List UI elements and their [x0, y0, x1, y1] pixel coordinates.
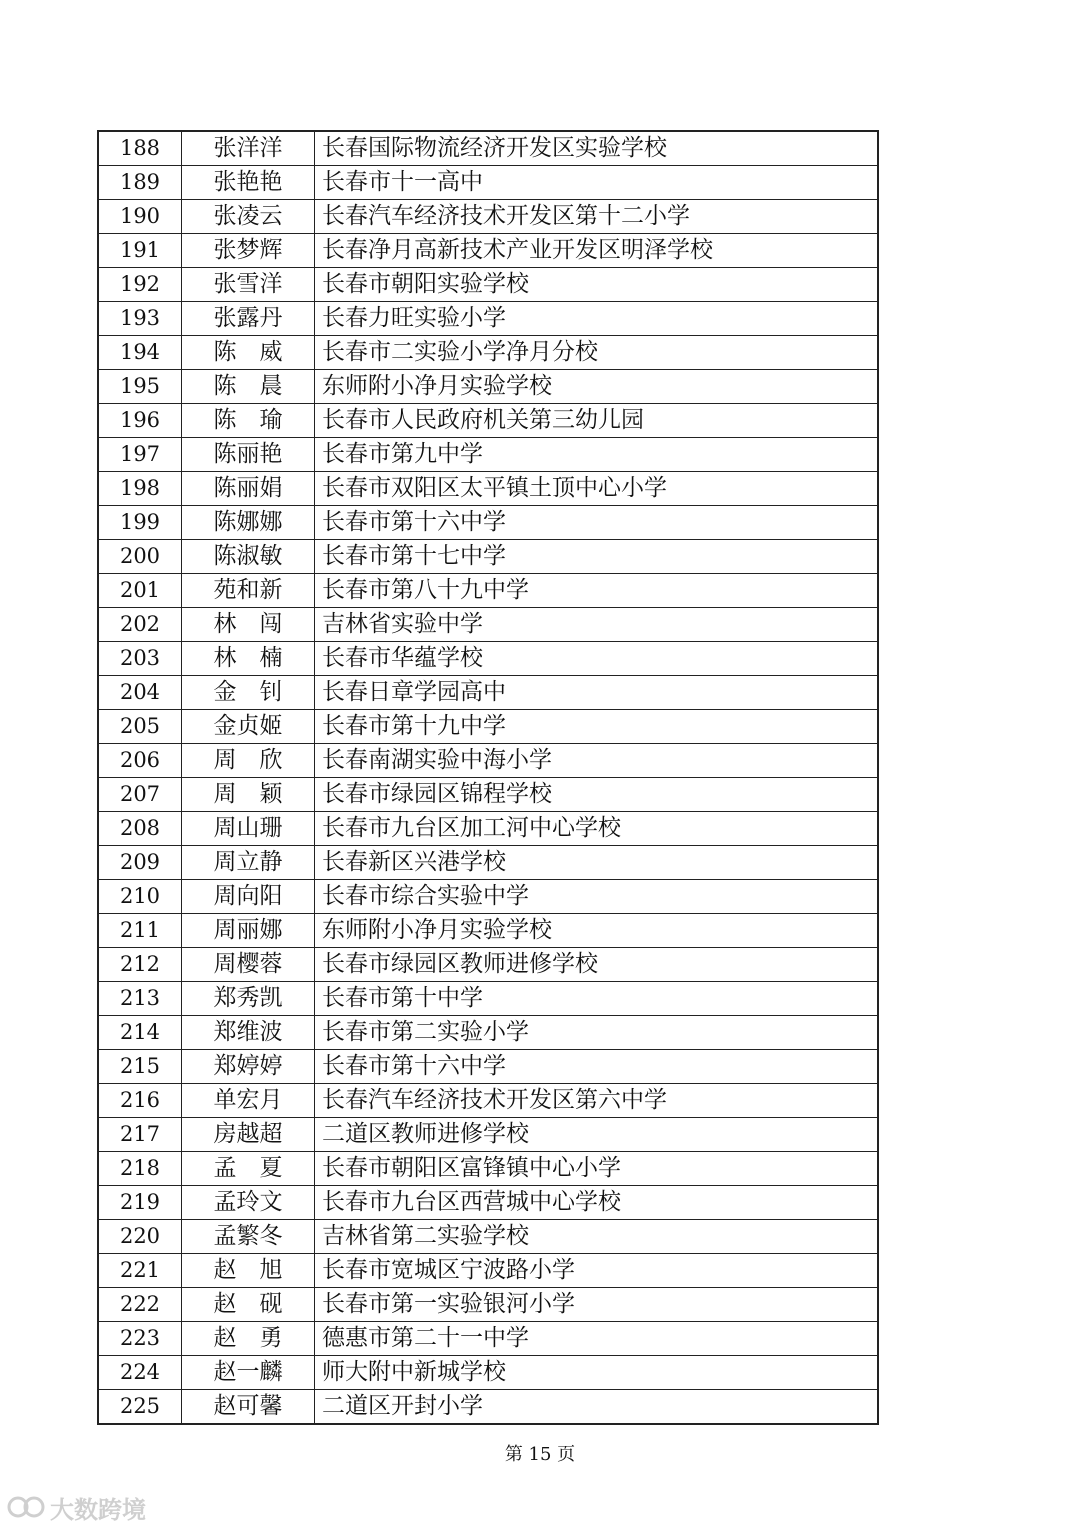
table-row	[98, 234, 878, 268]
teacher-name-cell: 周立静	[182, 846, 315, 880]
school-name-cell: 长春市第十九中学	[315, 710, 879, 744]
roster-body	[98, 131, 878, 1424]
row-number-cell: 192	[98, 268, 182, 302]
school-name-cell: 长春市九台区加工河中心学校	[315, 812, 879, 846]
school-name-cell: 二道区开封小学	[315, 1390, 879, 1425]
table-row	[98, 982, 878, 1016]
teacher-name-cell: 林 楠	[182, 642, 315, 676]
teacher-name-cell: 赵 砚	[182, 1288, 315, 1322]
table-row	[98, 166, 878, 200]
row-number-cell: 207	[98, 778, 182, 812]
row-number-cell: 209	[98, 846, 182, 880]
table-row	[98, 1322, 878, 1356]
table-row	[98, 1288, 878, 1322]
row-number-cell: 217	[98, 1118, 182, 1152]
table-row	[98, 302, 878, 336]
school-name-cell: 长春市第二实验小学	[315, 1016, 879, 1050]
row-number-cell: 194	[98, 336, 182, 370]
table-row	[98, 574, 878, 608]
teacher-name-cell: 房越超	[182, 1118, 315, 1152]
table-row	[98, 880, 878, 914]
school-name-cell: 长春国际物流经济开发区实验学校	[315, 131, 879, 166]
teacher-name-cell: 周向阳	[182, 880, 315, 914]
table-row	[98, 676, 878, 710]
table-row	[98, 336, 878, 370]
teacher-name-cell: 周 欣	[182, 744, 315, 778]
table-row	[98, 1254, 878, 1288]
row-number-cell: 189	[98, 166, 182, 200]
table-row	[98, 812, 878, 846]
school-name-cell: 长春市宽城区宁波路小学	[315, 1254, 879, 1288]
teacher-name-cell: 郑维波	[182, 1016, 315, 1050]
row-number-cell: 195	[98, 370, 182, 404]
roster-table	[97, 130, 879, 1425]
row-number-cell: 216	[98, 1084, 182, 1118]
table-row	[98, 1356, 878, 1390]
school-name-cell: 长春力旺实验小学	[315, 302, 879, 336]
table-row	[98, 1220, 878, 1254]
teacher-name-cell: 孟繁冬	[182, 1220, 315, 1254]
teacher-name-cell: 郑婷婷	[182, 1050, 315, 1084]
school-name-cell: 二道区教师进修学校	[315, 1118, 879, 1152]
row-number-cell: 188	[98, 131, 182, 166]
school-name-cell: 长春市第十中学	[315, 982, 879, 1016]
school-name-cell: 长春日章学园高中	[315, 676, 879, 710]
school-name-cell: 长春市朝阳实验学校	[315, 268, 879, 302]
teacher-name-cell: 陈淑敏	[182, 540, 315, 574]
table-row	[98, 914, 878, 948]
row-number-cell: 223	[98, 1322, 182, 1356]
table-row	[98, 1186, 878, 1220]
table-row	[98, 1050, 878, 1084]
teacher-name-cell: 赵可馨	[182, 1390, 315, 1425]
teacher-name-cell: 陈 瑜	[182, 404, 315, 438]
school-name-cell: 长春市人民政府机关第三幼儿园	[315, 404, 879, 438]
row-number-cell: 198	[98, 472, 182, 506]
school-name-cell: 长春市第十七中学	[315, 540, 879, 574]
row-number-cell: 201	[98, 574, 182, 608]
row-number-cell: 213	[98, 982, 182, 1016]
watermark-logo-icon	[6, 1492, 46, 1522]
school-name-cell: 东师附小净月实验学校	[315, 370, 879, 404]
school-name-cell: 长春汽车经济技术开发区第六中学	[315, 1084, 879, 1118]
watermark	[6, 1490, 146, 1524]
table-row	[98, 642, 878, 676]
row-number-cell: 196	[98, 404, 182, 438]
school-name-cell: 长春市十一高中	[315, 166, 879, 200]
teacher-name-cell: 张雪洋	[182, 268, 315, 302]
teacher-name-cell: 张艳艳	[182, 166, 315, 200]
teacher-name-cell: 陈丽娟	[182, 472, 315, 506]
table-row	[98, 268, 878, 302]
teacher-name-cell: 张凌云	[182, 200, 315, 234]
table-row	[98, 846, 878, 880]
teacher-name-cell: 金贞姬	[182, 710, 315, 744]
teacher-name-cell: 周樱蓉	[182, 948, 315, 982]
row-number-cell: 193	[98, 302, 182, 336]
row-number-cell: 220	[98, 1220, 182, 1254]
row-number-cell: 218	[98, 1152, 182, 1186]
school-name-cell: 吉林省第二实验学校	[315, 1220, 879, 1254]
teacher-name-cell: 陈 威	[182, 336, 315, 370]
school-name-cell: 长春市第八十九中学	[315, 574, 879, 608]
school-name-cell: 长春市二实验小学净月分校	[315, 336, 879, 370]
table-row	[98, 200, 878, 234]
school-name-cell: 长春南湖实验中海小学	[315, 744, 879, 778]
school-name-cell: 长春净月高新技术产业开发区明泽学校	[315, 234, 879, 268]
school-name-cell: 长春市华蕴学校	[315, 642, 879, 676]
row-number-cell: 212	[98, 948, 182, 982]
teacher-name-cell: 苑和新	[182, 574, 315, 608]
teacher-name-cell: 陈丽艳	[182, 438, 315, 472]
row-number-cell: 222	[98, 1288, 182, 1322]
row-number-cell: 202	[98, 608, 182, 642]
table-row	[98, 1152, 878, 1186]
table-row	[98, 1016, 878, 1050]
school-name-cell: 长春市第十六中学	[315, 1050, 879, 1084]
school-name-cell: 东师附小净月实验学校	[315, 914, 879, 948]
teacher-name-cell: 金 钊	[182, 676, 315, 710]
table-row	[98, 1118, 878, 1152]
school-name-cell: 长春市九台区西营城中心学校	[315, 1186, 879, 1220]
teacher-name-cell: 张露丹	[182, 302, 315, 336]
row-number-cell: 190	[98, 200, 182, 234]
table-row	[98, 1084, 878, 1118]
table-row	[98, 710, 878, 744]
row-number-cell: 224	[98, 1356, 182, 1390]
watermark-text: 大数跨境	[50, 1495, 146, 1524]
school-name-cell: 吉林省实验中学	[315, 608, 879, 642]
table-row	[98, 1390, 878, 1425]
school-name-cell: 长春市第一实验银河小学	[315, 1288, 879, 1322]
school-name-cell: 长春市朝阳区富锋镇中心小学	[315, 1152, 879, 1186]
row-number-cell: 219	[98, 1186, 182, 1220]
table-row	[98, 131, 878, 166]
teacher-name-cell: 单宏月	[182, 1084, 315, 1118]
table-row	[98, 778, 878, 812]
school-name-cell: 德惠市第二十一中学	[315, 1322, 879, 1356]
row-number-cell: 210	[98, 880, 182, 914]
row-number-cell: 205	[98, 710, 182, 744]
table-row	[98, 608, 878, 642]
school-name-cell: 长春市第十六中学	[315, 506, 879, 540]
row-number-cell: 215	[98, 1050, 182, 1084]
teacher-name-cell: 陈娜娜	[182, 506, 315, 540]
school-name-cell: 长春汽车经济技术开发区第十二小学	[315, 200, 879, 234]
page-number: 第 15 页	[504, 1444, 576, 1465]
row-number-cell: 200	[98, 540, 182, 574]
school-name-cell: 长春市综合实验中学	[315, 880, 879, 914]
row-number-cell: 197	[98, 438, 182, 472]
row-number-cell: 221	[98, 1254, 182, 1288]
row-number-cell: 203	[98, 642, 182, 676]
teacher-name-cell: 张洋洋	[182, 131, 315, 166]
school-name-cell: 长春市绿园区锦程学校	[315, 778, 879, 812]
school-name-cell: 长春市双阳区太平镇土顶中心小学	[315, 472, 879, 506]
teacher-name-cell: 赵 勇	[182, 1322, 315, 1356]
teacher-name-cell: 陈 晨	[182, 370, 315, 404]
table-row	[98, 506, 878, 540]
teacher-name-cell: 周山珊	[182, 812, 315, 846]
row-number-cell: 211	[98, 914, 182, 948]
row-number-cell: 204	[98, 676, 182, 710]
school-name-cell: 长春市绿园区教师进修学校	[315, 948, 879, 982]
school-name-cell: 长春市第九中学	[315, 438, 879, 472]
row-number-cell: 199	[98, 506, 182, 540]
teacher-name-cell: 林 闯	[182, 608, 315, 642]
teacher-name-cell: 赵 旭	[182, 1254, 315, 1288]
row-number-cell: 191	[98, 234, 182, 268]
row-number-cell: 208	[98, 812, 182, 846]
teacher-name-cell: 孟玲文	[182, 1186, 315, 1220]
teacher-name-cell: 张梦辉	[182, 234, 315, 268]
row-number-cell: 214	[98, 1016, 182, 1050]
table-row	[98, 540, 878, 574]
school-name-cell: 长春新区兴港学校	[315, 846, 879, 880]
teacher-name-cell: 孟 夏	[182, 1152, 315, 1186]
table-row	[98, 404, 878, 438]
teacher-name-cell: 周 颖	[182, 778, 315, 812]
teacher-name-cell: 郑秀凯	[182, 982, 315, 1016]
school-name-cell: 师大附中新城学校	[315, 1356, 879, 1390]
table-row	[98, 948, 878, 982]
row-number-cell: 206	[98, 744, 182, 778]
teacher-name-cell: 周丽娜	[182, 914, 315, 948]
teacher-name-cell: 赵一麟	[182, 1356, 315, 1390]
table-row	[98, 438, 878, 472]
row-number-cell: 225	[98, 1390, 182, 1425]
table-row	[98, 744, 878, 778]
table-row	[98, 472, 878, 506]
table-row	[98, 370, 878, 404]
